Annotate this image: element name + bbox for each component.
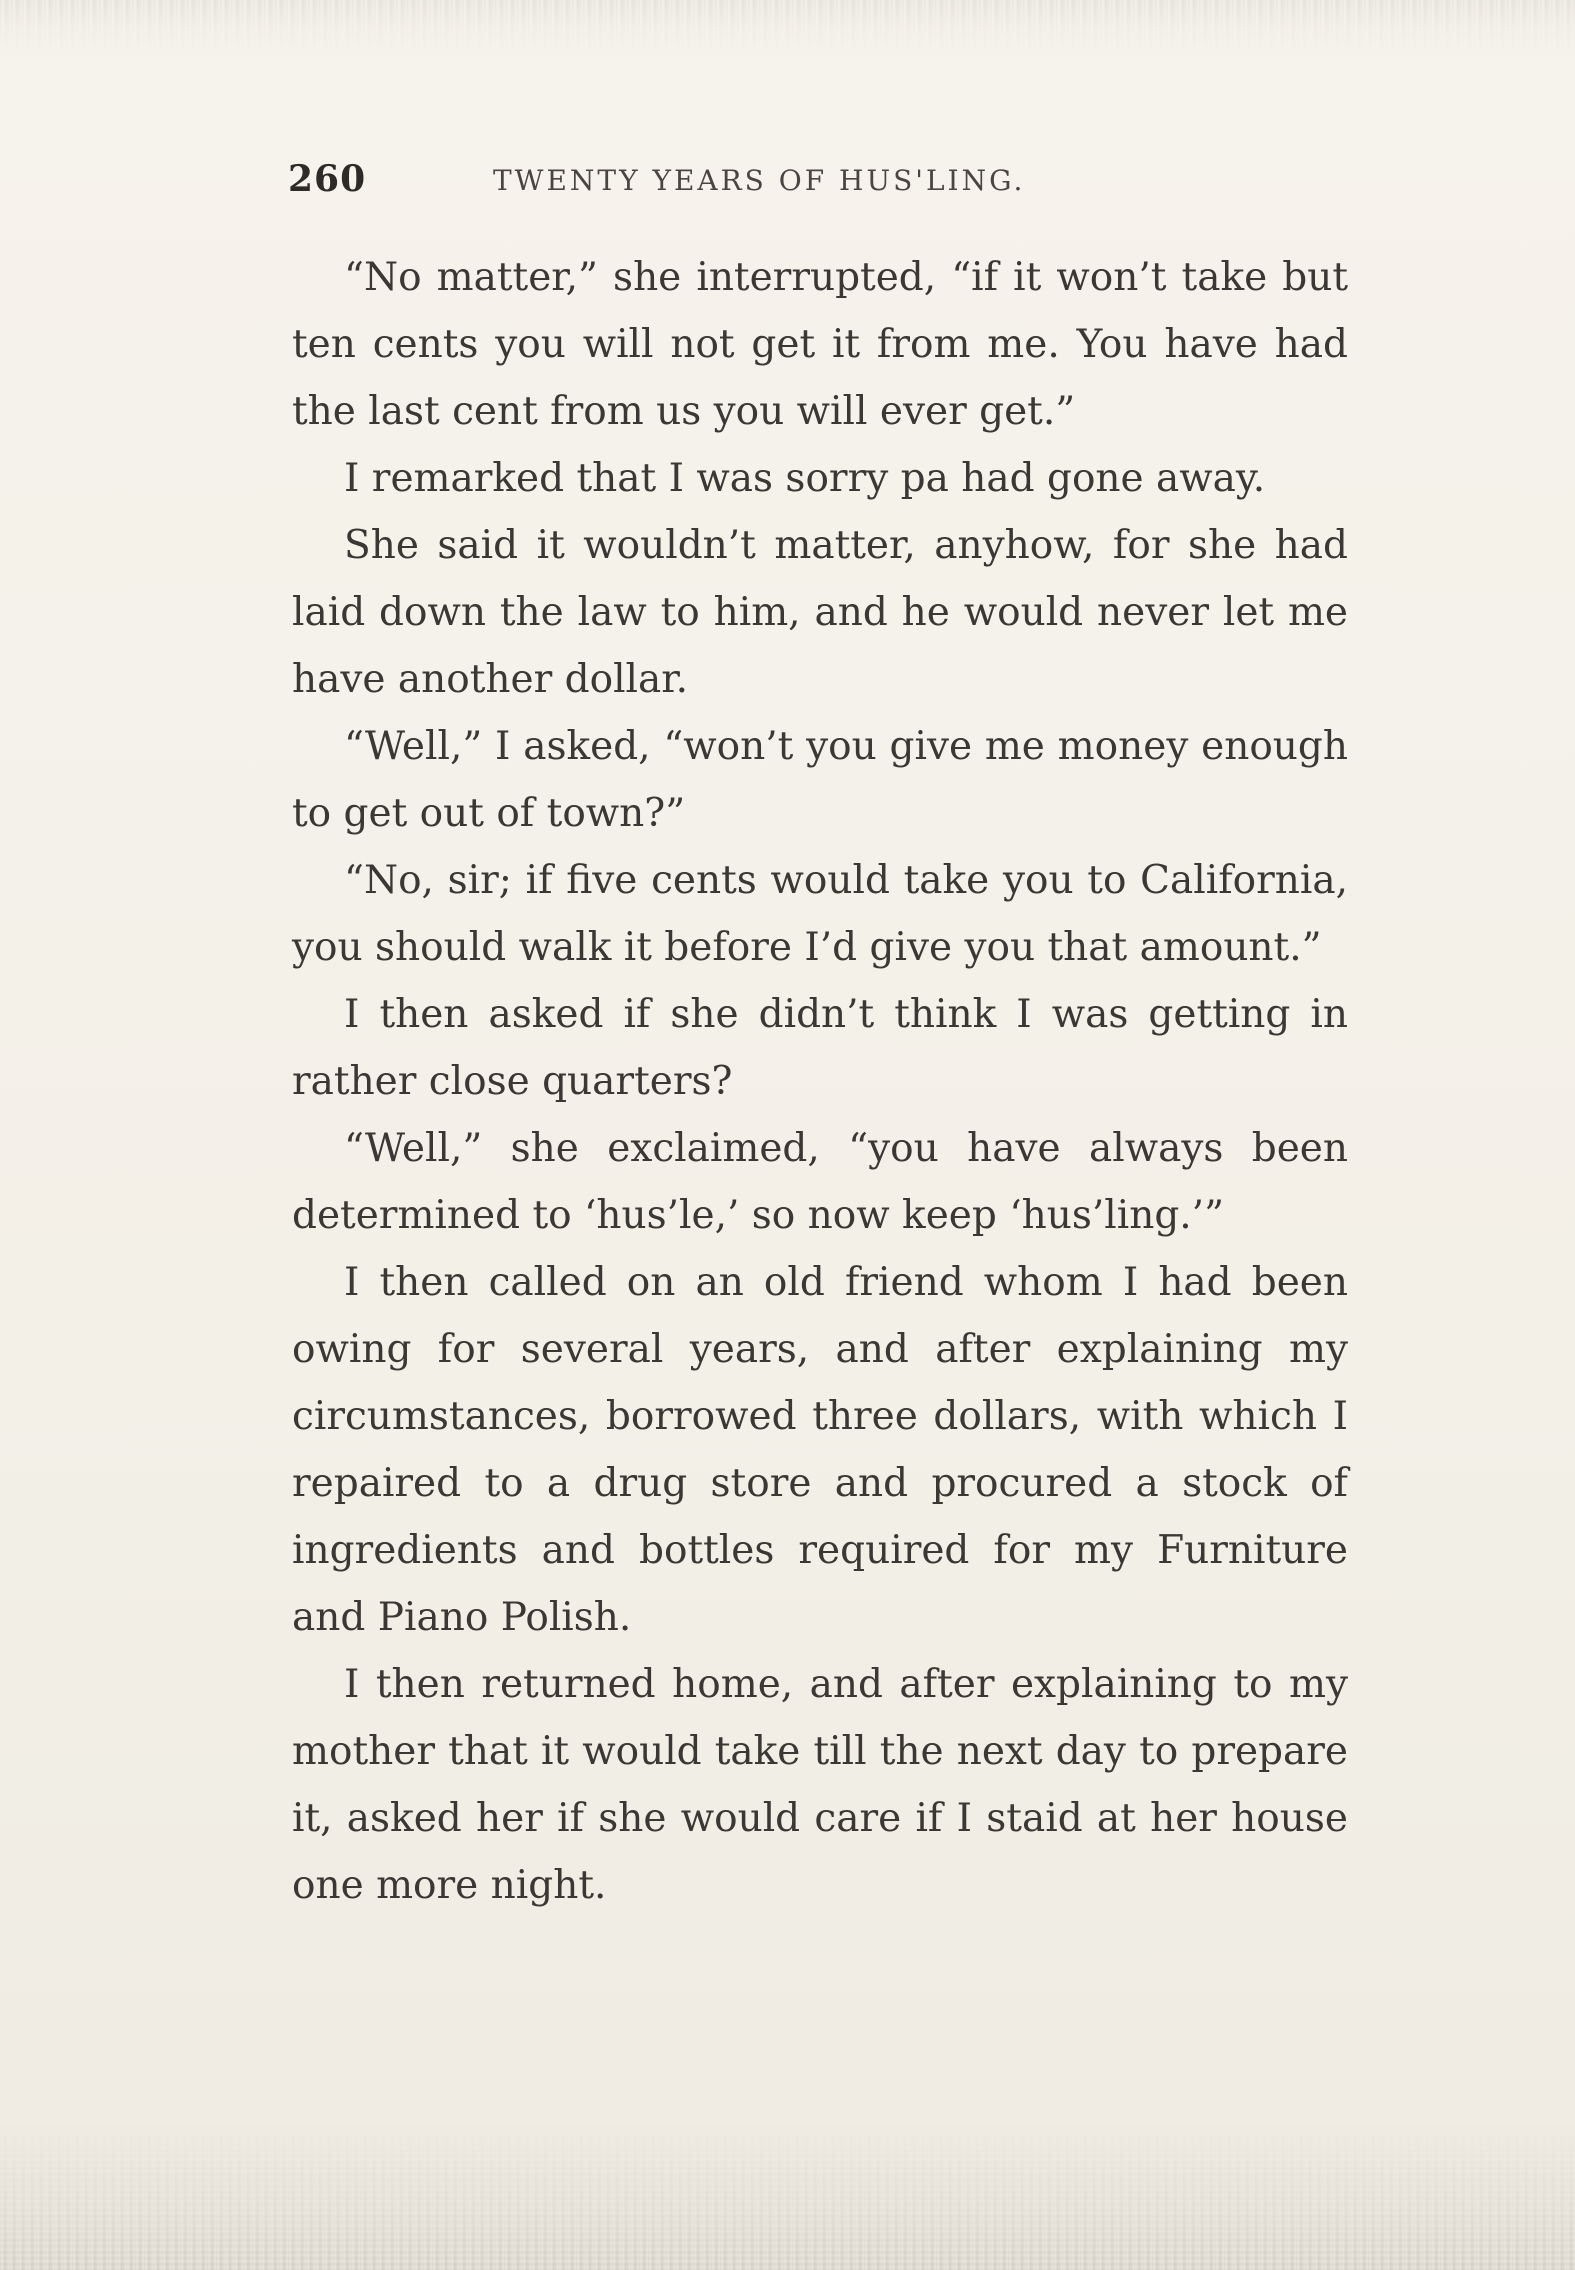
paragraph: She said it wouldn’t matter, anyhow, for she had laid down the law to him, and he would never let me have another dollar. [292,523,1348,702]
paragraph: I then returned home, and after explaining to my mother that it would take till the next day to prepare it, asked her if she would care if I staid at her house one more night. [292,1662,1348,1908]
page-number: 260 [288,158,367,200]
body-text [292,244,1348,1919]
paragraph: “Well,” she exclaimed, “you have always been determined to ‘hus’le,’ so now keep ‘hus’ling.’” [292,1126,1348,1238]
running-title: TWENTY YEARS OF HUS'LING. [493,164,1026,197]
paragraph: I remarked that I was sorry pa had gone away. [344,456,1266,501]
scan-bottom-edge [0,2120,1575,2270]
paragraph: “No, sir; if five cents would take you to California, you should walk it before I’d give you that amount.” [292,858,1348,970]
paragraph: “No matter,” she interrupted, “if it won’t take but ten cents you will not get it from me. You have had the last cent from us you will ever get.” [292,255,1348,434]
running-head [288,150,1338,210]
paragraph: I then asked if she didn’t think I was getting in rather close quarters? [292,992,1348,1104]
paragraph: “Well,” I asked, “won’t you give me money enough to get out of town?” [292,724,1348,836]
paragraph: I then called on an old friend whom I had been owing for several years, and after explaining my circumstances, borrowed three dollars, with which I repaired to a drug store and procured a stock of ingredients and bottles required for my Furniture and Piano Polish. [292,1260,1348,1640]
scan-top-edge [0,0,1575,60]
